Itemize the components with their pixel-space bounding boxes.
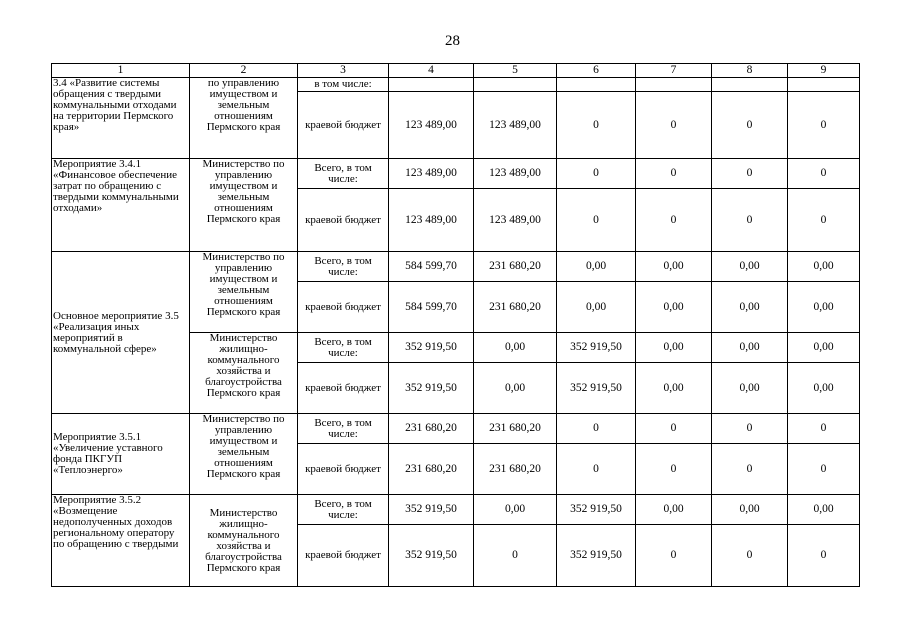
table-row	[52, 159, 860, 189]
header-cell: 9	[788, 64, 860, 78]
executor-name: по управлению имуществом и земельным отношениям Пермского края	[190, 78, 298, 159]
header-cell: 2	[190, 64, 298, 78]
value-cell: 0	[788, 414, 860, 444]
header-cell: 6	[557, 64, 636, 78]
value-cell: 0	[636, 189, 712, 252]
value-cell: 0	[557, 414, 636, 444]
value-cell: 0	[712, 444, 788, 495]
header-cell: 5	[474, 64, 557, 78]
value-cell: 0	[474, 525, 557, 587]
value-cell: 231 680,20	[389, 414, 474, 444]
value-cell: 123 489,00	[474, 92, 557, 159]
executor-name: Министерство по управлению имуществом и земельным отношениям Пермского края	[190, 159, 298, 252]
executor-name: Министерство по управлению имуществом и земельным отношениям Пермского края	[190, 414, 298, 495]
value-cell: 231 680,20	[474, 282, 557, 333]
value-cell: 0,00	[712, 333, 788, 363]
value-cell: 352 919,50	[389, 333, 474, 363]
value-cell	[712, 78, 788, 92]
value-cell: 0,00	[788, 495, 860, 525]
value-cell: 0,00	[636, 252, 712, 282]
value-cell: 0	[788, 189, 860, 252]
measure-name: Мероприятие 3.5.2 «Возмещение недополученных доходов региональному оператору по обращению с твердыми	[52, 495, 190, 587]
measure-name: Основное мероприятие 3.5 «Реализация иных мероприятий в коммунальной сфере»	[52, 252, 190, 414]
value-cell: 0	[788, 444, 860, 495]
executor-name: Министерство жилищно-коммунального хозяйства и благоустройства Пермского края	[190, 333, 298, 414]
value-cell: 0,00	[636, 363, 712, 414]
value-cell: 584 599,70	[389, 252, 474, 282]
value-cell: 352 919,50	[557, 495, 636, 525]
value-cell: 0,00	[712, 252, 788, 282]
value-cell: 0,00	[636, 495, 712, 525]
value-cell	[389, 78, 474, 92]
budget-type: Всего, в том числе:	[298, 252, 389, 282]
page-number: 28	[445, 33, 460, 49]
header-cell: 7	[636, 64, 712, 78]
value-cell: 0,00	[474, 363, 557, 414]
value-cell: 123 489,00	[474, 159, 557, 189]
value-cell: 0	[636, 159, 712, 189]
value-cell: 231 680,20	[474, 252, 557, 282]
value-cell: 0,00	[788, 282, 860, 333]
table-row	[52, 414, 860, 444]
value-cell	[557, 78, 636, 92]
value-cell: 0,00	[474, 333, 557, 363]
value-cell	[474, 78, 557, 92]
value-cell: 0	[712, 92, 788, 159]
value-cell: 0	[712, 525, 788, 587]
value-cell: 584 599,70	[389, 282, 474, 333]
value-cell: 352 919,50	[557, 333, 636, 363]
value-cell: 352 919,50	[557, 363, 636, 414]
value-cell: 231 680,20	[389, 444, 474, 495]
value-cell	[636, 78, 712, 92]
value-cell: 231 680,20	[474, 444, 557, 495]
executor-name: Министерство по управлению имуществом и земельным отношениям Пермского края	[190, 252, 298, 333]
value-cell: 0,00	[712, 363, 788, 414]
value-cell: 0	[636, 92, 712, 159]
budget-type: краевой бюджет	[298, 282, 389, 333]
executor-name: Министерство жилищно-коммунального хозяйства и благоустройства Пермского края	[190, 495, 298, 587]
value-cell: 0	[636, 525, 712, 587]
value-cell: 0,00	[712, 282, 788, 333]
budget-type: краевой бюджет	[298, 363, 389, 414]
value-cell: 0	[712, 414, 788, 444]
table-row	[52, 495, 860, 525]
value-cell: 0	[557, 159, 636, 189]
value-cell: 231 680,20	[474, 414, 557, 444]
value-cell: 0	[712, 189, 788, 252]
value-cell: 0	[788, 525, 860, 587]
value-cell: 0,00	[788, 333, 860, 363]
measure-name: Мероприятие 3.5.1 «Увеличение уставного фонда ПКГУП «Теплоэнерго»	[52, 414, 190, 495]
value-cell: 352 919,50	[389, 525, 474, 587]
budget-type: Всего, в том числе:	[298, 414, 389, 444]
budget-type: краевой бюджет	[298, 444, 389, 495]
value-cell: 0,00	[557, 282, 636, 333]
value-cell: 123 489,00	[389, 159, 474, 189]
value-cell: 0,00	[636, 333, 712, 363]
header-cell: 1	[52, 64, 190, 78]
value-cell: 352 919,50	[389, 363, 474, 414]
value-cell: 0,00	[636, 282, 712, 333]
budget-type: краевой бюджет	[298, 92, 389, 159]
budget-type: Всего, в том числе:	[298, 333, 389, 363]
value-cell: 0,00	[474, 495, 557, 525]
budget-type: Всего, в том числе:	[298, 495, 389, 525]
measure-name: 3.4 «Развитие системы обращения с твердыми коммунальными отходами на территории Пермского края»	[52, 78, 190, 159]
budget-table	[51, 63, 860, 587]
value-cell: 0	[557, 189, 636, 252]
budget-type: краевой бюджет	[298, 525, 389, 587]
value-cell: 0	[788, 92, 860, 159]
value-cell: 352 919,50	[389, 495, 474, 525]
value-cell: 352 919,50	[557, 525, 636, 587]
table-row	[52, 78, 860, 92]
header-cell: 4	[389, 64, 474, 78]
value-cell: 0,00	[712, 495, 788, 525]
table-row	[52, 252, 860, 282]
value-cell: 123 489,00	[474, 189, 557, 252]
budget-type: Всего, в том числе:	[298, 159, 389, 189]
value-cell: 0	[557, 92, 636, 159]
value-cell: 0	[788, 159, 860, 189]
measure-name: Мероприятие 3.4.1 «Финансовое обеспечение затрат по обращению с твердыми коммунальными отходами»	[52, 159, 190, 252]
value-cell: 0	[712, 159, 788, 189]
value-cell: 0,00	[788, 252, 860, 282]
value-cell: 0	[557, 444, 636, 495]
value-cell: 0,00	[557, 252, 636, 282]
value-cell	[788, 78, 860, 92]
value-cell: 0	[636, 444, 712, 495]
budget-type: в том числе:	[298, 78, 389, 92]
value-cell: 123 489,00	[389, 92, 474, 159]
budget-type: краевой бюджет	[298, 189, 389, 252]
value-cell: 0,00	[788, 363, 860, 414]
value-cell: 0	[636, 414, 712, 444]
header-row	[52, 64, 860, 78]
header-cell: 8	[712, 64, 788, 78]
value-cell: 123 489,00	[389, 189, 474, 252]
header-cell: 3	[298, 64, 389, 78]
